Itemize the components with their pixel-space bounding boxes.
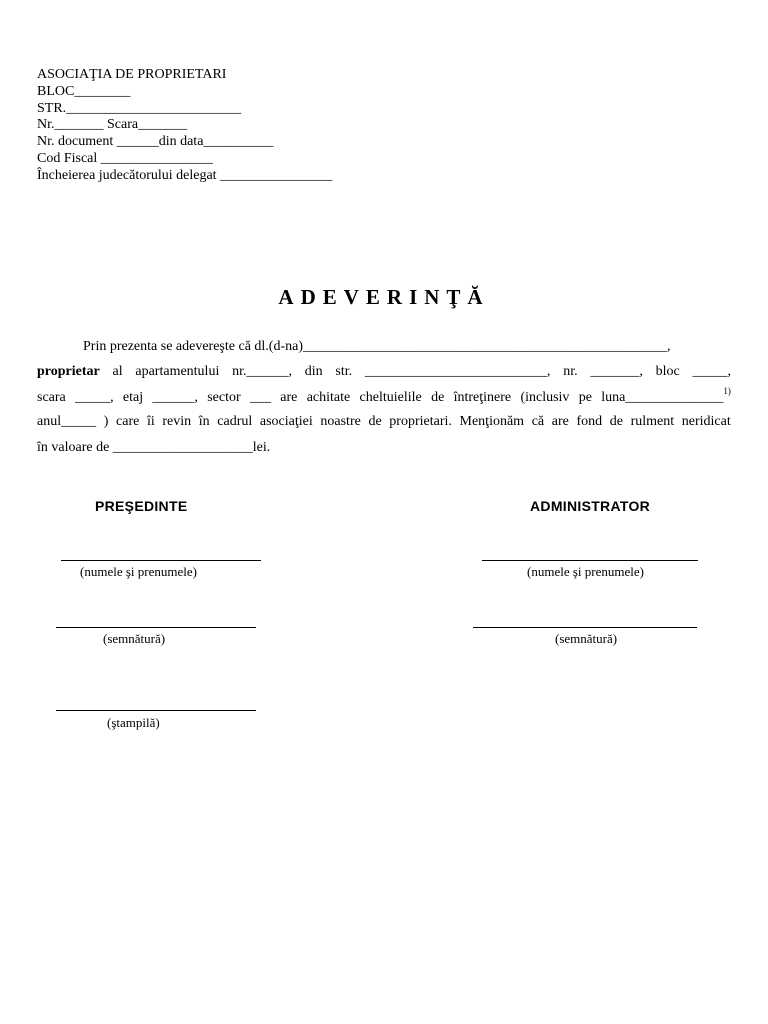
word: bloc: [655, 364, 680, 379]
body-line-5: în valoare de ____________________lei.: [37, 440, 271, 455]
header-block: [37, 67, 332, 185]
word: de: [609, 414, 623, 429]
word: că: [531, 414, 545, 429]
footnote-marker: 1): [723, 386, 731, 396]
word: _____,: [692, 364, 731, 379]
word: _____,: [75, 390, 114, 405]
word: noastre: [320, 414, 361, 429]
word: fond: [576, 414, 603, 429]
body-line-2: [37, 364, 731, 380]
word: rulment: [630, 414, 675, 429]
word: sector: [207, 390, 241, 405]
word: îi: [146, 414, 155, 429]
administrator-signature-caption: (semnătură): [555, 631, 618, 646]
word: proprietari.: [389, 414, 452, 429]
word: achitate: [306, 390, 351, 405]
word: ___: [249, 390, 271, 405]
president-name-caption: (numele şi prenumele): [80, 564, 197, 579]
word: (inclusiv: [520, 390, 570, 405]
word: care: [116, 414, 140, 429]
administrator-name-caption: (numele şi prenumele): [527, 564, 644, 579]
word: __________________________,: [364, 364, 551, 379]
street-field: STR._________________________: [37, 100, 242, 116]
administrator-signature-line: [473, 627, 697, 628]
president-name-line: [61, 560, 261, 561]
word: are: [551, 414, 569, 429]
word: ______,: [152, 390, 198, 405]
word: de: [368, 414, 382, 429]
word: întreţinere: [453, 390, 512, 405]
owner-label: proprietar: [37, 364, 100, 379]
court-decision-field: Încheierea judecătorului delegat ________________: [37, 167, 333, 183]
word: asociaţiei: [259, 414, 313, 429]
stamp-line: [56, 710, 256, 711]
word: cheltuielile: [359, 390, 422, 405]
word: luna______________: [601, 390, 724, 405]
word: ): [103, 414, 109, 429]
word: nr.______,: [232, 364, 292, 379]
administrator-name-line: [482, 560, 698, 561]
word: etaj: [122, 390, 144, 405]
document-number-field: Nr. document ______din data__________: [37, 134, 274, 150]
president-signature-line: [56, 627, 256, 628]
association-name: ASOCIAŢIA DE PROPRIETARI: [37, 67, 227, 82]
president-title: PREŞEDINTE: [95, 498, 188, 514]
word: Menţionăm: [459, 414, 525, 429]
word: pe: [578, 390, 592, 405]
month-field: [601, 386, 731, 406]
word: revin: [162, 414, 192, 429]
word: cadrul: [217, 414, 253, 429]
bloc-field: BLOC________: [37, 83, 131, 99]
body-line-3: [37, 386, 731, 406]
document-title: ADEVERINŢĂ: [278, 285, 490, 309]
word: nr.: [563, 364, 578, 379]
nr-scara-field: Nr._______ Scara_______: [37, 117, 188, 133]
fiscal-code-field: Cod Fiscal ________________: [37, 150, 213, 166]
word: _______,: [590, 364, 643, 379]
administrator-title: ADMINISTRATOR: [530, 498, 651, 514]
word: de: [431, 390, 445, 405]
word: are: [280, 390, 298, 405]
body-line-4: [37, 414, 731, 430]
word: din: [304, 364, 323, 379]
word: neridicat: [681, 414, 731, 429]
word: scara: [37, 390, 66, 405]
president-signature-caption: (semnătură): [103, 631, 166, 646]
stamp-caption: (ştampilă): [107, 715, 160, 730]
word: în: [198, 414, 210, 429]
word: al: [112, 364, 123, 379]
body-line-1: Prin prezenta se adevereşte că dl.(d-na)____________________________________________________,: [83, 339, 671, 354]
word: apartamentului: [135, 364, 220, 379]
word: anul_____: [37, 414, 97, 429]
word: str.: [335, 364, 353, 379]
